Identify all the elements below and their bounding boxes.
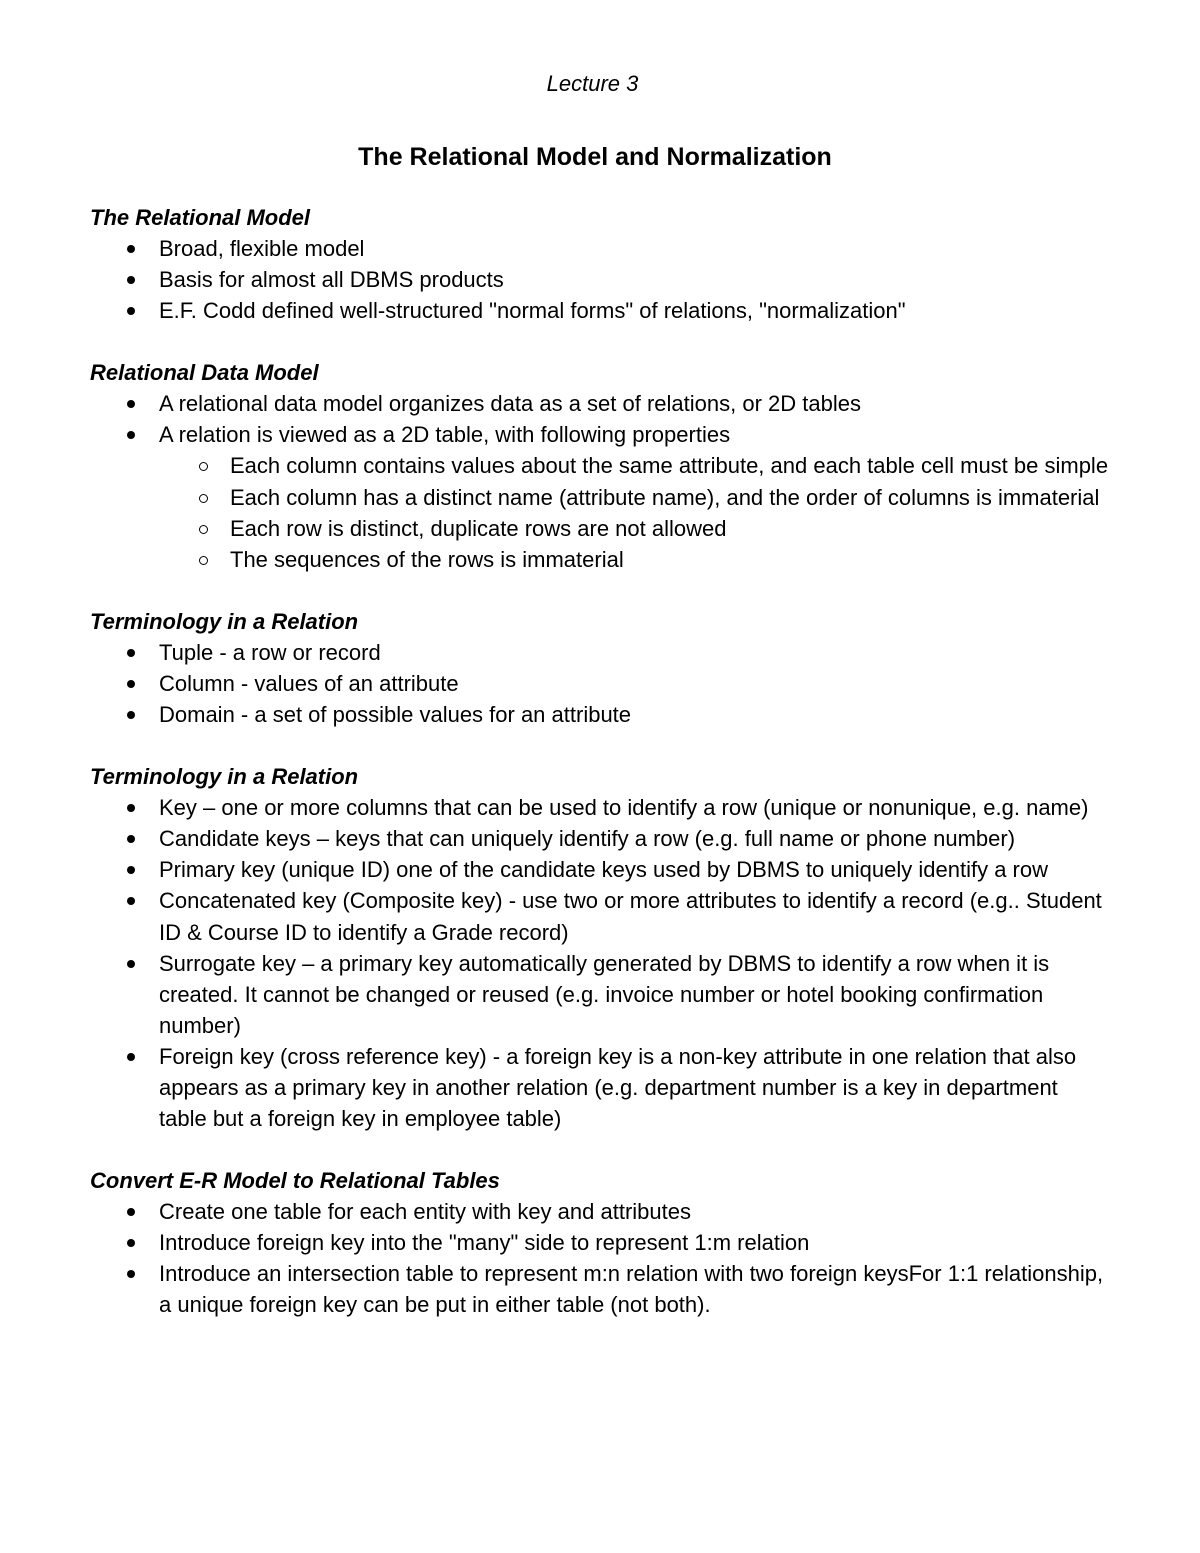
list-item: Candidate keys – keys that can uniquely identify a row (e.g. full name or phone number) bbox=[159, 823, 1110, 854]
list-item: Primary key (unique ID) one of the candidate keys used by DBMS to uniquely identify a row bbox=[159, 854, 1110, 885]
sub-list-item: Each column contains values about the same attribute, and each table cell must be simple bbox=[230, 450, 1110, 481]
list-item: E.F. Codd defined well-structured "normal forms" of relations, "normalization" bbox=[159, 295, 1110, 326]
section-terminology-1 bbox=[90, 606, 1110, 730]
section-terminology-2 bbox=[90, 761, 1110, 1134]
sub-bullet-list bbox=[159, 450, 1110, 574]
list-item: Introduce an intersection table to represent m:n relation with two foreign keysFor 1:1 relationship, a unique foreign key can be put in either table (not both). bbox=[159, 1258, 1110, 1320]
list-item: Broad, flexible model bbox=[159, 233, 1110, 264]
section-relational-data-model bbox=[90, 357, 1110, 575]
list-item: Column - values of an attribute bbox=[159, 668, 1110, 699]
sub-list-item: Each column has a distinct name (attribute name), and the order of columns is immaterial bbox=[230, 482, 1110, 513]
list-item: A relational data model organizes data as a set of relations, or 2D tables bbox=[159, 388, 1110, 419]
list-item: Basis for almost all DBMS products bbox=[159, 264, 1110, 295]
bullet-list bbox=[90, 1196, 1110, 1320]
sub-list-item: Each row is distinct, duplicate rows are not allowed bbox=[230, 513, 1110, 544]
bullet-list bbox=[90, 388, 1110, 575]
lecture-label: Lecture 3 bbox=[546, 71, 639, 96]
bullet-list bbox=[90, 637, 1110, 730]
list-item: Surrogate key – a primary key automatically generated by DBMS to identify a row when it is created. It cannot be changed or reused (e.g. invoice number or hotel booking confirmation number) bbox=[159, 948, 1110, 1041]
bullet-list bbox=[90, 233, 1110, 326]
list-item: Create one table for each entity with key and attributes bbox=[159, 1196, 1110, 1227]
list-item: Introduce foreign key into the "many" side to represent 1:m relation bbox=[159, 1227, 1110, 1258]
section-heading: The Relational Model bbox=[90, 205, 311, 230]
sub-list-item: The sequences of the rows is immaterial bbox=[230, 544, 1110, 575]
list-item: Domain - a set of possible values for an attribute bbox=[159, 699, 1110, 730]
document-body bbox=[90, 202, 1110, 1321]
bullet-list bbox=[90, 792, 1110, 1134]
section-heading: Terminology in a Relation bbox=[90, 608, 359, 634]
list-item: Tuple - a row or record bbox=[159, 637, 1110, 668]
list-item: Concatenated key (Composite key) - use two or more attributes to identify a record (e.g.. Student ID & Course ID to identify a Grade record) bbox=[159, 885, 1110, 947]
section-heading: Relational Data Model bbox=[90, 360, 319, 386]
section-heading: Convert E-R Model to Relational Tables bbox=[90, 1168, 500, 1194]
page-title: The Relational Model and Normalization bbox=[358, 143, 832, 171]
list-item: Foreign key (cross reference key) - a foreign key is a non-key attribute in one relation that also appears as a primary key in another relation (e.g. department number is a key in department table but a foreign key in employee table) bbox=[159, 1041, 1110, 1134]
list-item: Key – one or more columns that can be used to identify a row (unique or nonunique, e.g. name) bbox=[159, 792, 1110, 823]
section-heading: Terminology in a Relation bbox=[90, 764, 359, 790]
list-item-text: A relation is viewed as a 2D table, with following properties bbox=[159, 422, 731, 448]
section-convert-er-model bbox=[90, 1165, 1110, 1320]
section-relational-model bbox=[90, 202, 1110, 326]
list-item bbox=[159, 419, 1110, 574]
